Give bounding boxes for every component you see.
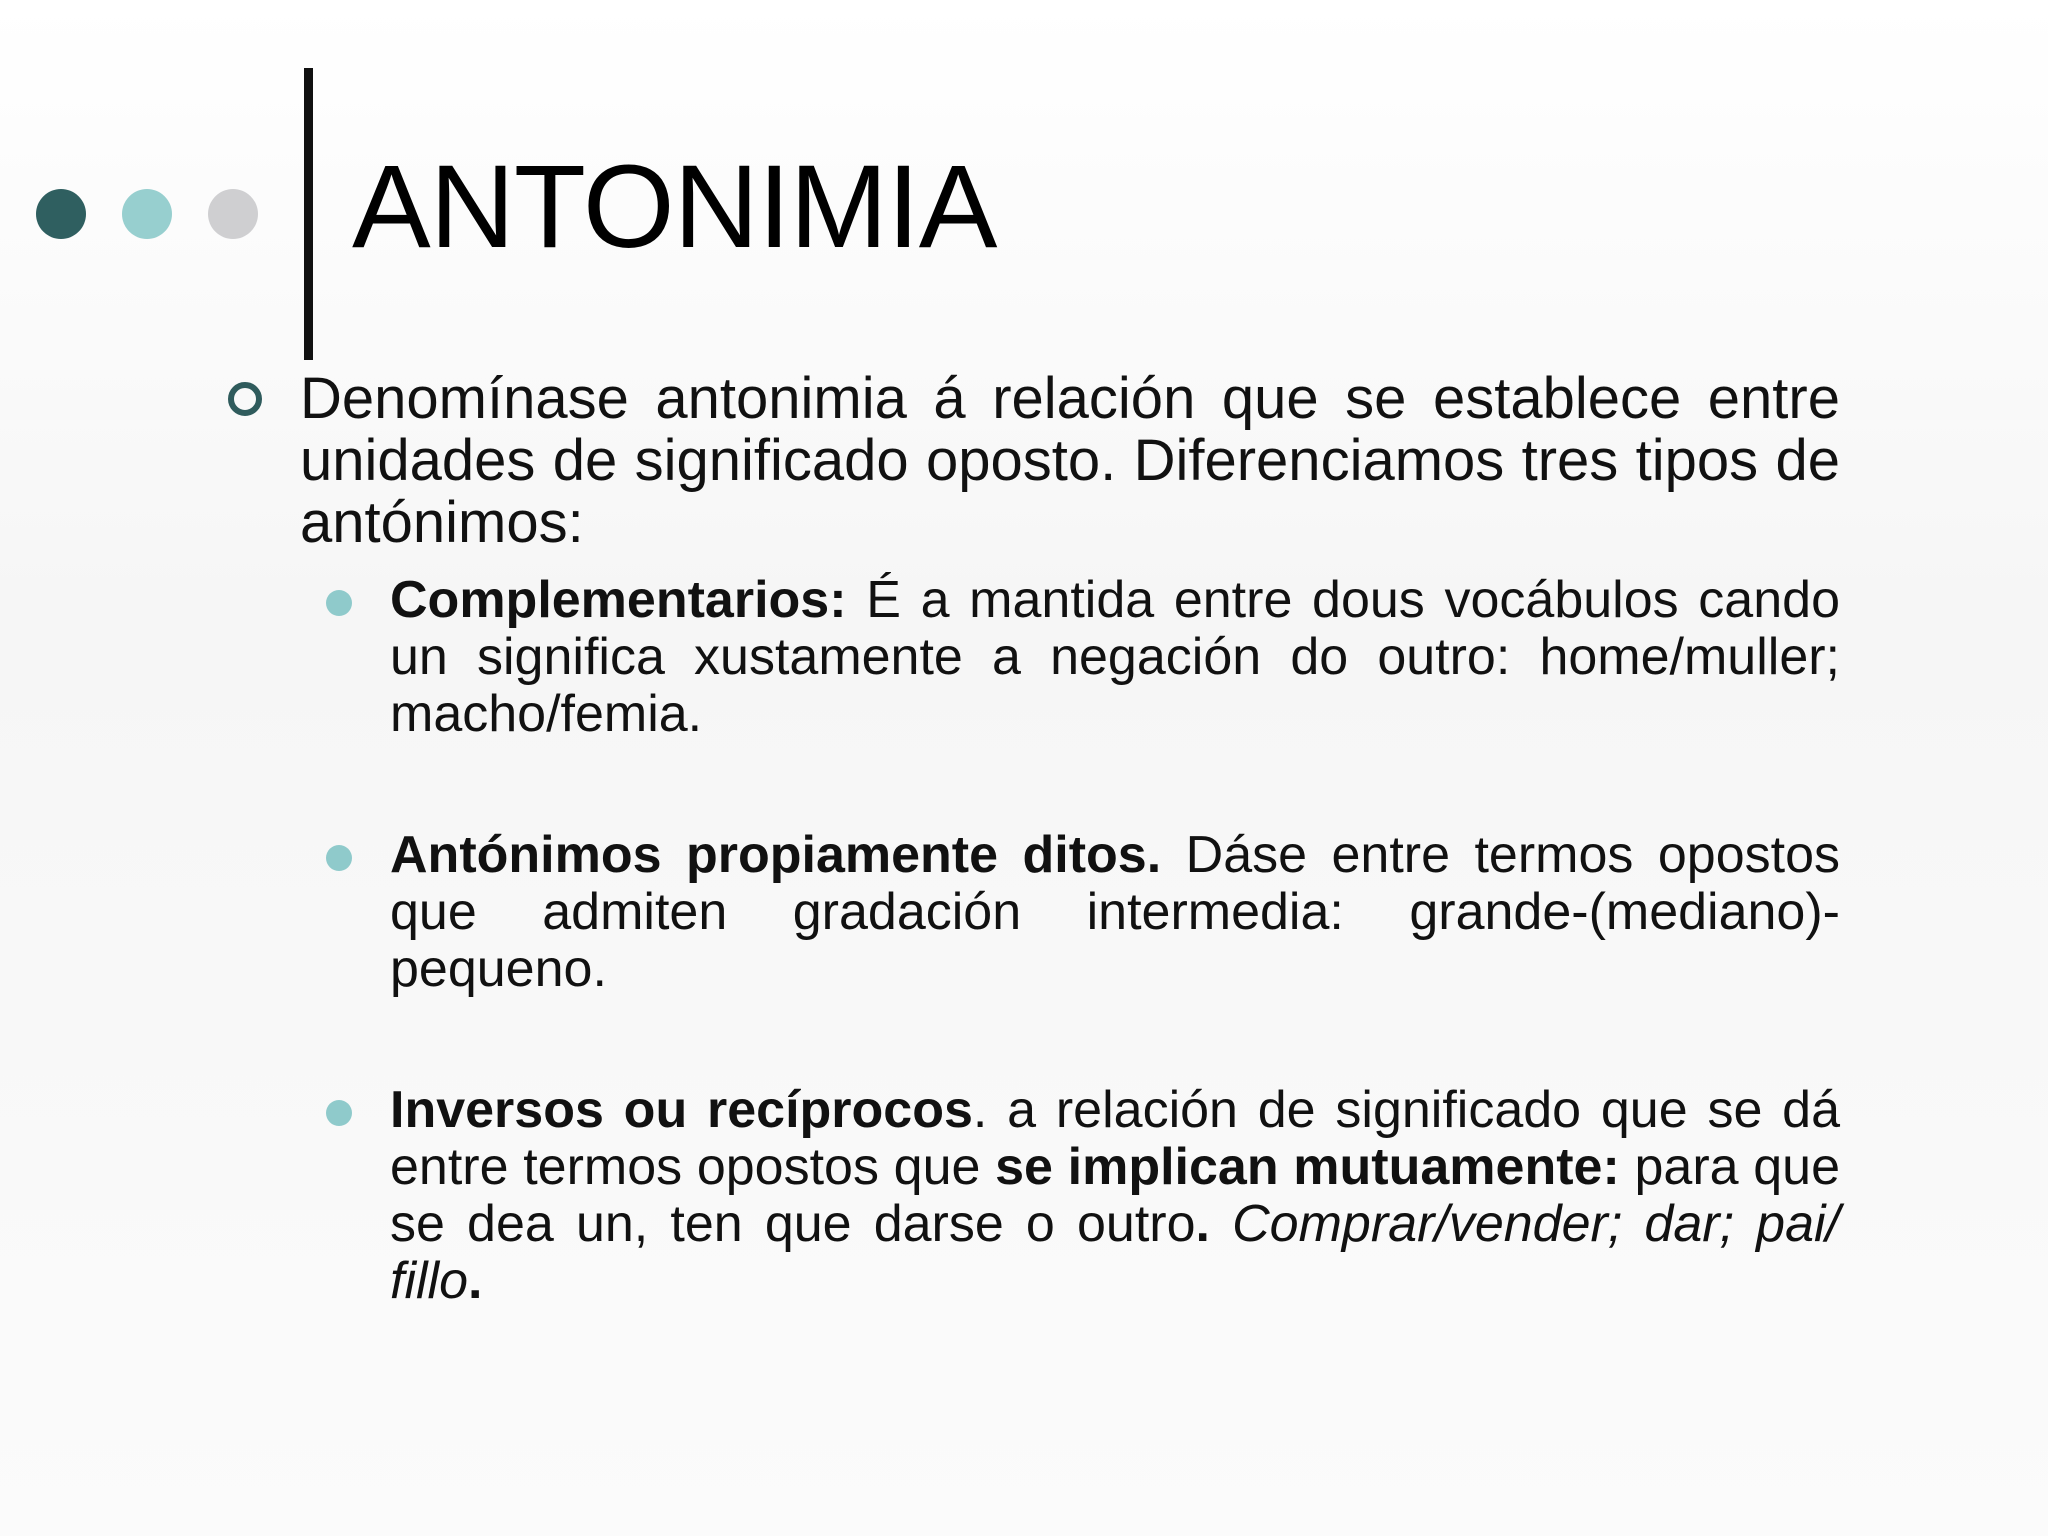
dot-bullet-icon [326, 1100, 352, 1126]
type-examples: Comprar/vender; dar; pai/ fillo [390, 1195, 1841, 1310]
type-description: É a mantida entre dous vocábulos cando un significa xustamente a negación do outro: home/muller; macho/femia. [390, 571, 1840, 743]
ring-bullet-icon [228, 382, 262, 416]
antonym-types-list [390, 572, 1840, 1310]
intro-text: Denomínase antonimia á relación que se establece entre unidades de significado oposto. Diferenciamos tres tipos de antónimos: [300, 366, 1840, 555]
type-term: Complementarios: [390, 571, 847, 629]
type-description: . a relación de significado que se dá entre termos opostos que [390, 1081, 1841, 1196]
slide-title: ANTONIMIA [352, 141, 997, 273]
type-description-continued: para que se dea un, ten que darse o outro [390, 1138, 1841, 1253]
dot-bullet-icon [326, 590, 352, 616]
type-term: Antónimos propiamente ditos. [390, 826, 1162, 884]
type-inversos [390, 1082, 1840, 1310]
type-description: Dáse entre termos opostos que admiten gradación intermedia: grande-(mediano)- pequeno. [390, 826, 1840, 998]
accent-dot-teal [122, 189, 172, 239]
type-propiamente-ditos [390, 827, 1840, 998]
type-emphasis: se implican mutuamente: [995, 1138, 1620, 1196]
type-term: Inversos ou recíprocos [390, 1081, 973, 1139]
bullet-intro [300, 368, 1840, 554]
period: . [1195, 1195, 1210, 1253]
dot-bullet-icon [326, 845, 352, 871]
accent-dot-grey [208, 189, 258, 239]
type-complementarios [390, 572, 1840, 743]
period-end: . [468, 1252, 483, 1310]
title-rule [304, 68, 313, 360]
accent-dot-dark [36, 189, 86, 239]
slide-content [300, 368, 1840, 1310]
